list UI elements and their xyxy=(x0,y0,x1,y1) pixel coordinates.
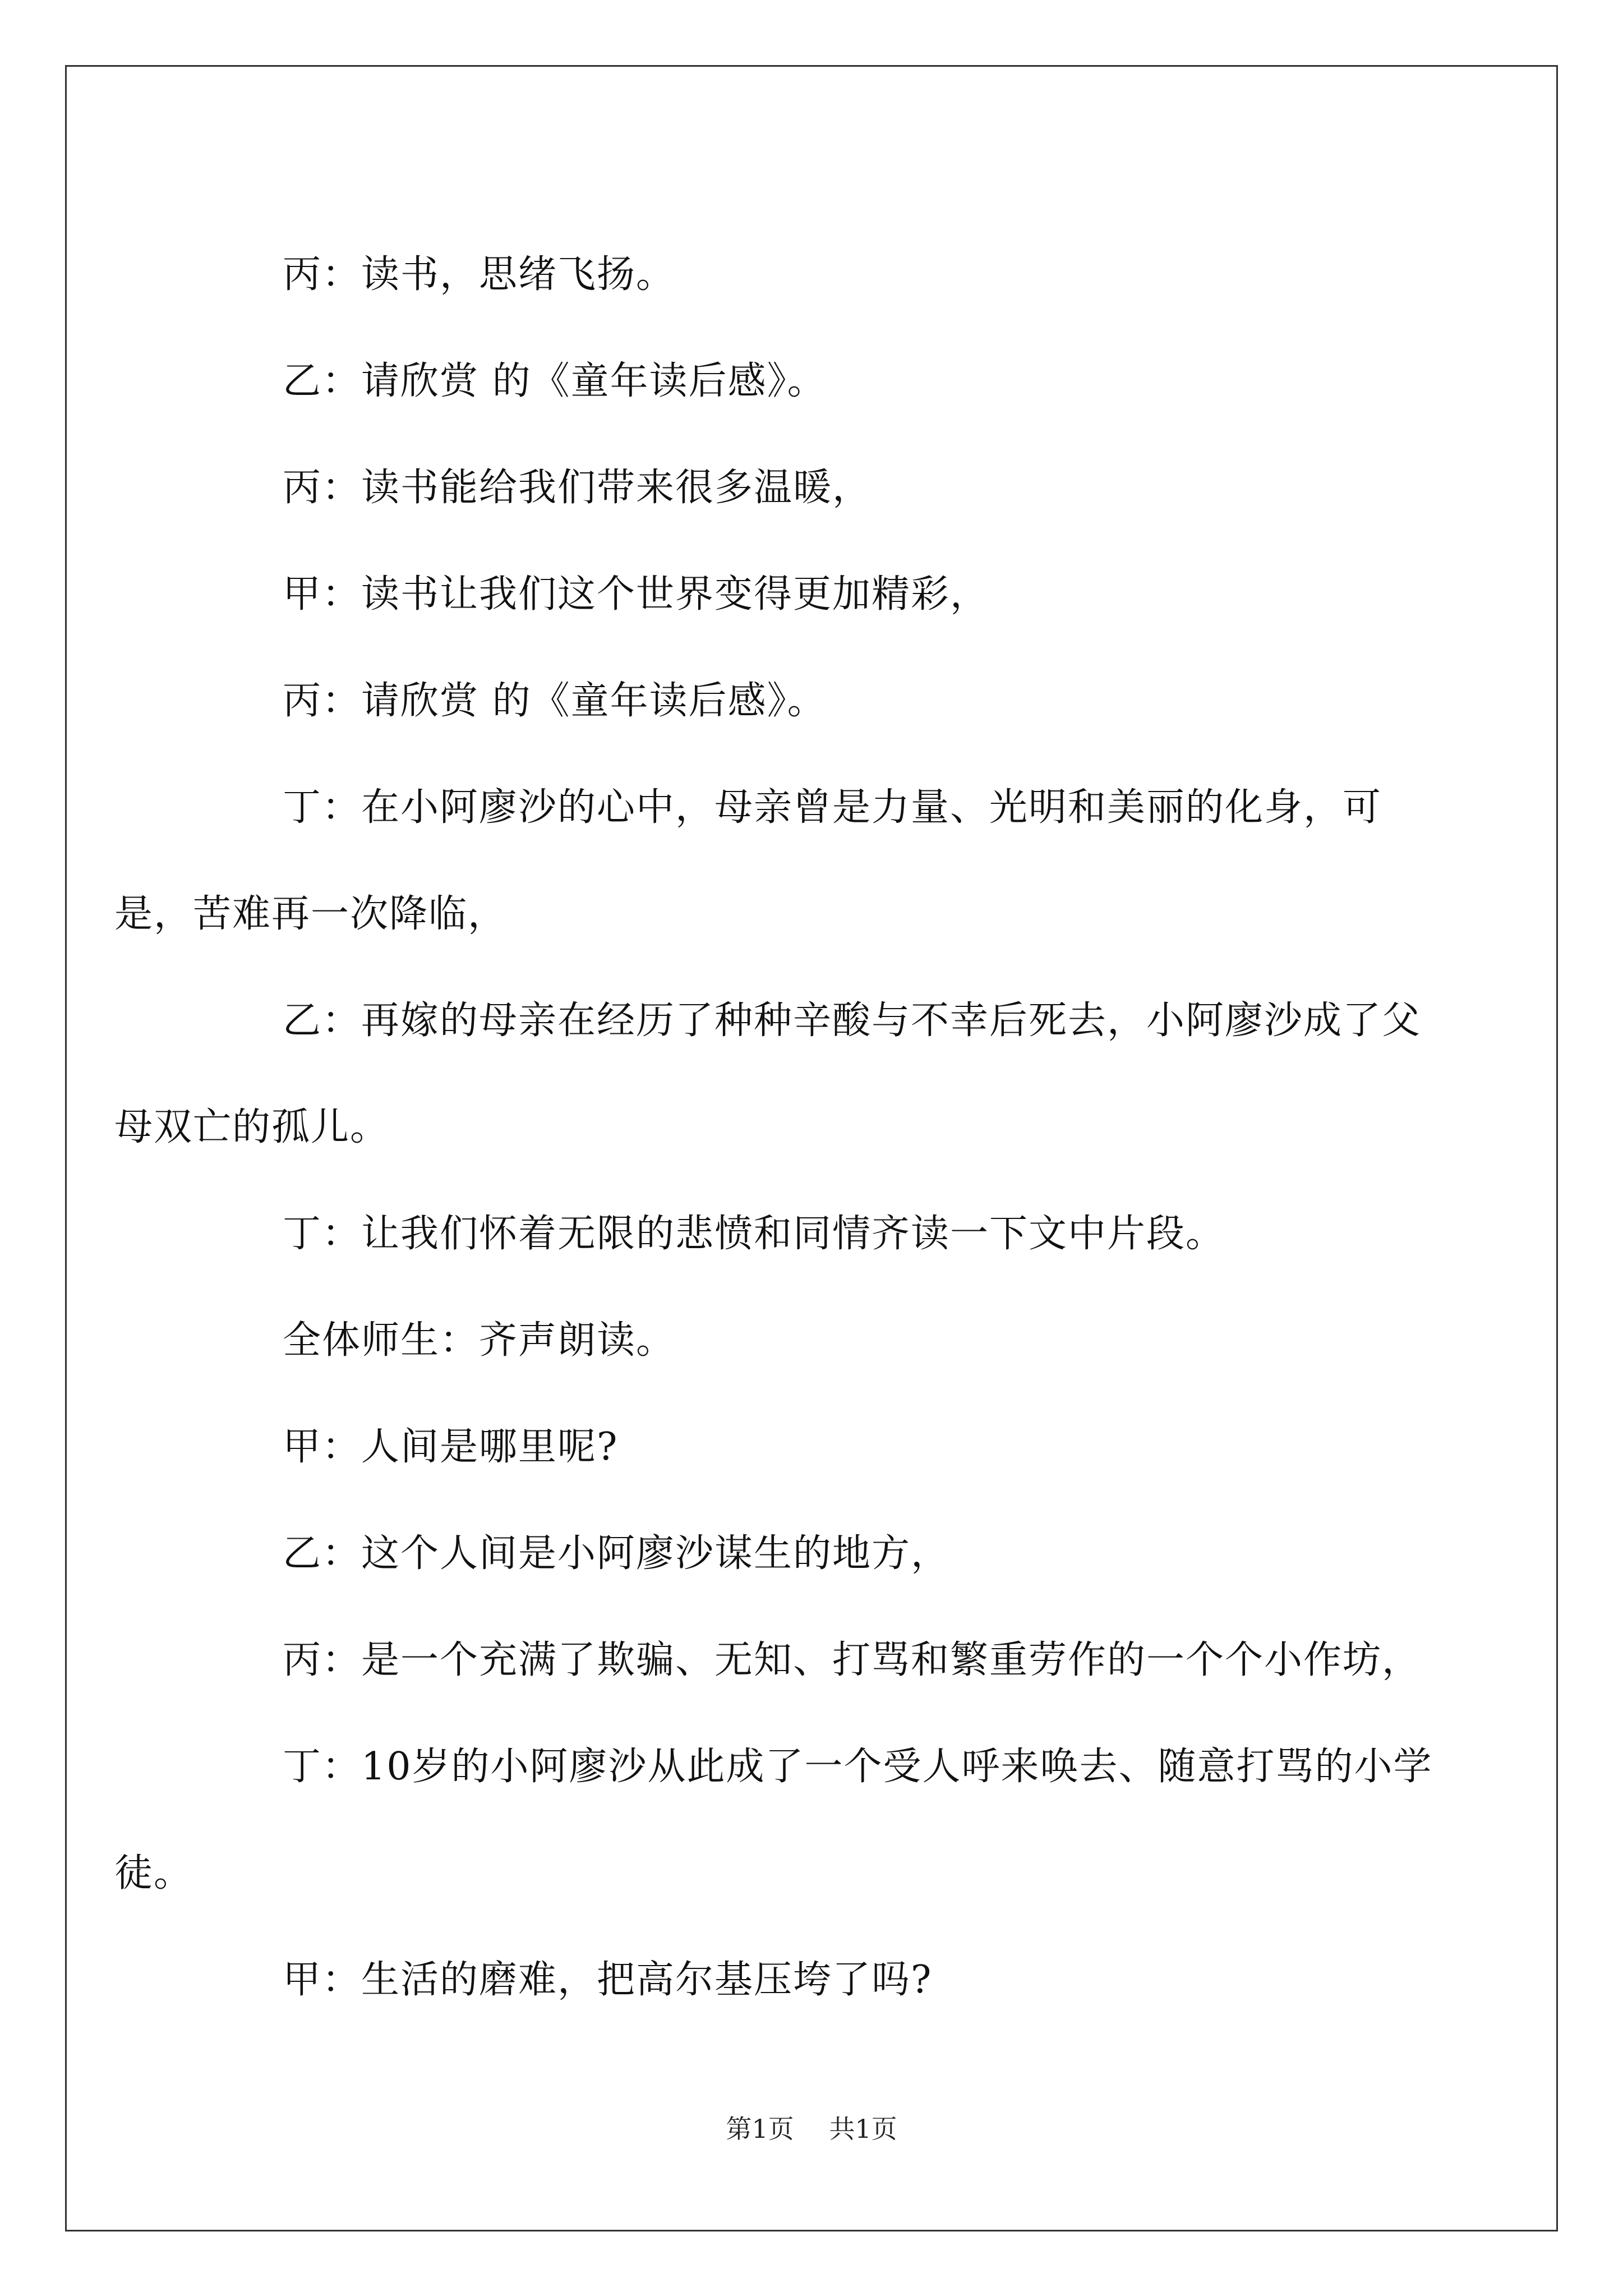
paragraph: 全体师生：齐声朗读。 xyxy=(283,1318,676,1363)
paragraph: 乙：这个人间是小阿廖沙谋生的地方， xyxy=(283,1531,951,1576)
paragraph: 乙：请欣赏 的《童年读后感》。 xyxy=(283,359,827,403)
document-body xyxy=(114,222,1449,2033)
paragraph: 丁：10岁的小阿廖沙从此成了一个受人呼来唤去、随意打骂的小学徒。 xyxy=(114,1745,1433,1895)
paragraph: 丙：读书能给我们带来很多温暖， xyxy=(283,466,872,510)
page-total: 共1页 xyxy=(829,2114,897,2144)
page-footer xyxy=(0,2112,1623,2146)
paragraph: 丁：让我们怀着无限的悲愤和同情齐读一下文中片段。 xyxy=(283,1212,1225,1256)
paragraph: 甲：人间是哪里呢? xyxy=(283,1425,619,1469)
paragraph: 丙：请欣赏 的《童年读后感》。 xyxy=(283,679,827,723)
page-number: 第1页 xyxy=(726,2114,794,2144)
paragraph: 乙：再嫁的母亲在经历了种种辛酸与不幸后死去，小阿廖沙成了父母双亡的孤儿。 xyxy=(114,999,1422,1149)
paragraph: 丙：读书，思绪飞扬。 xyxy=(283,252,676,297)
paragraph: 丁：在小阿廖沙的心中，母亲曾是力量、光明和美丽的化身，可是，苦难再一次降临， xyxy=(114,785,1382,936)
paragraph: 甲：生活的磨难，把高尔基压垮了吗? xyxy=(283,1958,933,2002)
paragraph: 丙：是一个充满了欺骗、无知、打骂和繁重劳作的一个个小作坊， xyxy=(283,1638,1422,1682)
paragraph: 甲：读书让我们这个世界变得更加精彩， xyxy=(283,572,990,616)
